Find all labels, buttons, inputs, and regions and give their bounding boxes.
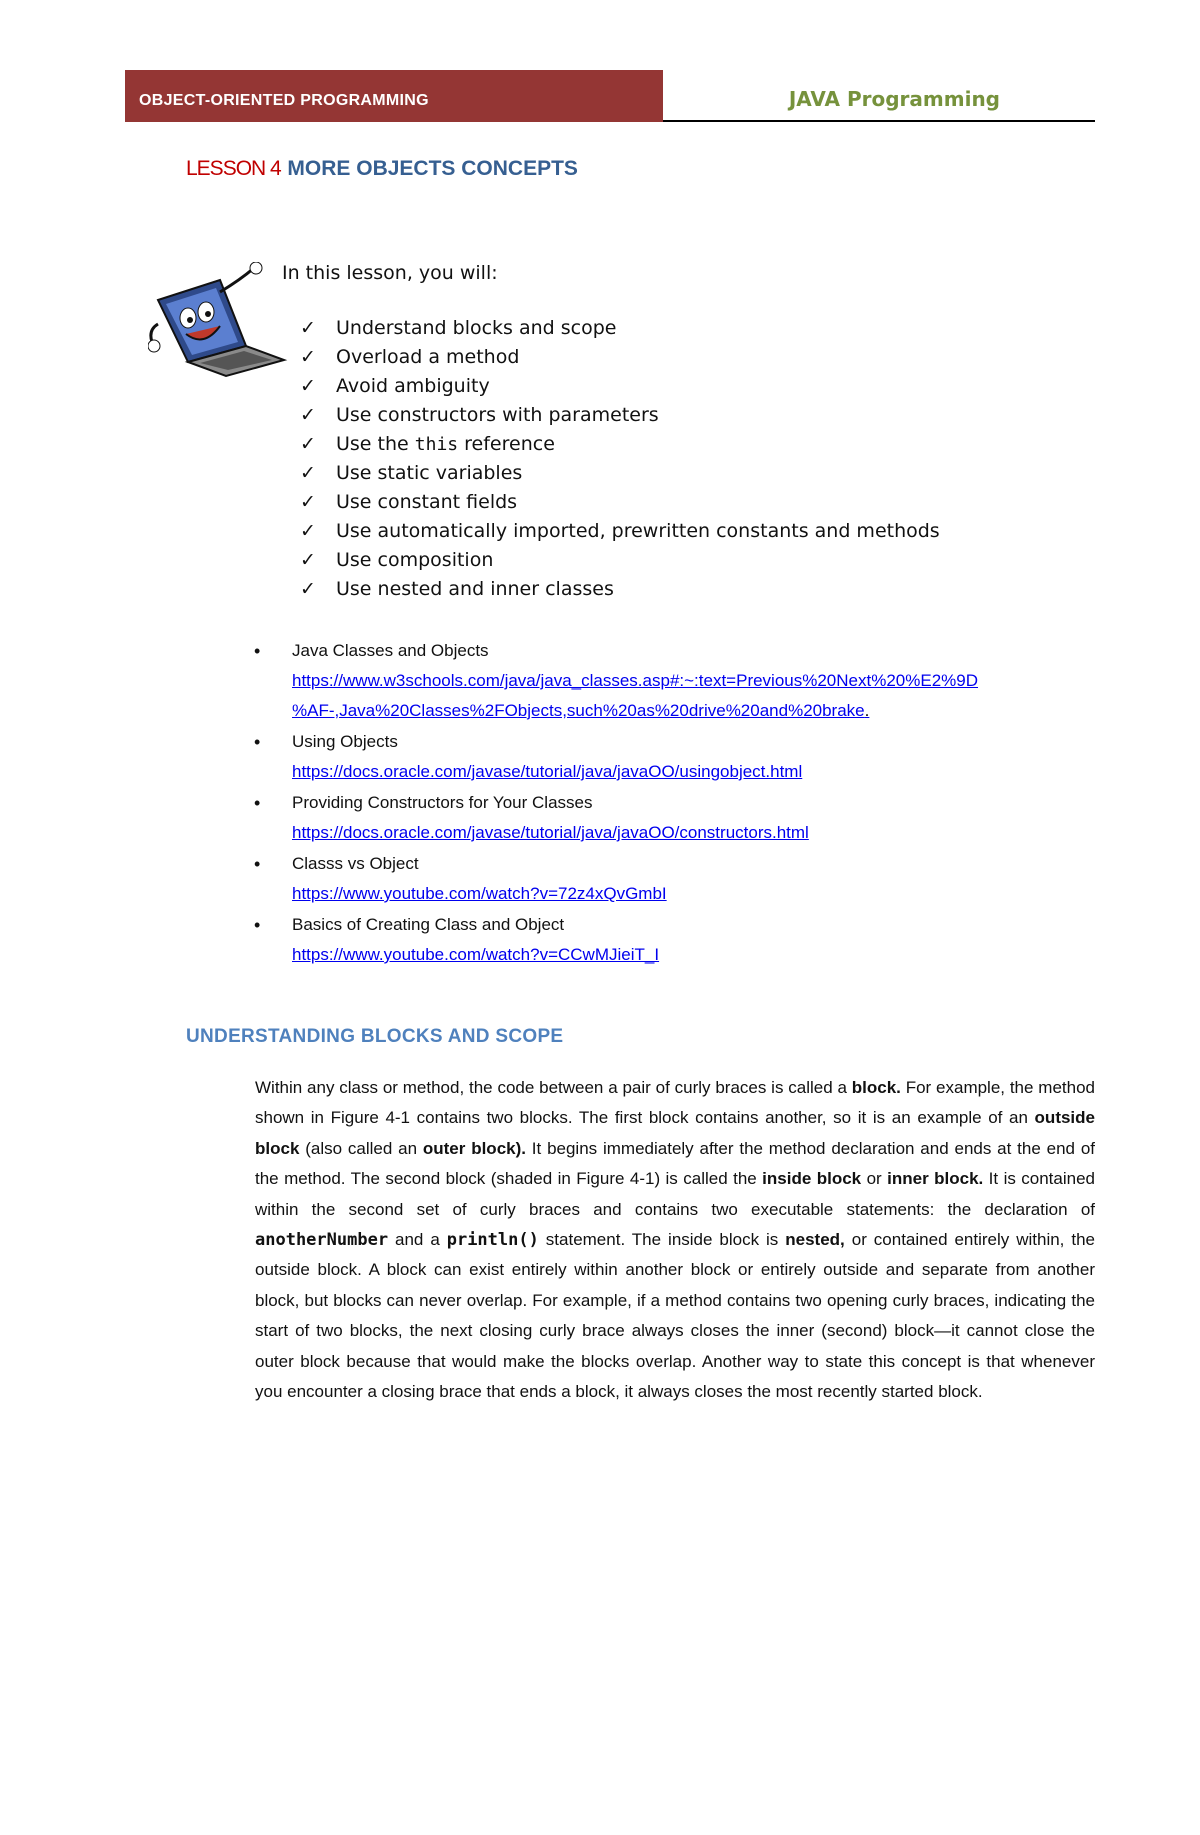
paragraph-text: statement. The inside block is <box>538 1230 786 1250</box>
resource-link[interactable]: https://docs.oracle.com/javase/tutorial/java/javaOO/usingobject.html <box>292 762 803 781</box>
objective-text: Use static variables <box>336 462 523 484</box>
header-rule <box>663 120 1095 122</box>
objective-text: Use constructors with parameters <box>336 404 659 426</box>
lesson-number: LESSON 4 <box>186 157 281 180</box>
bullet-icon: • <box>254 915 261 935</box>
checkmark-icon: ✓ <box>300 462 316 484</box>
resource-link-line1[interactable]: https://www.w3schools.com/java/java_classes.asp#:~:text=Previous%20Next%20%E2%9D <box>292 671 979 690</box>
resource-title: Java Classes and Objects <box>292 641 489 660</box>
objective-text: Use composition <box>336 549 494 571</box>
term-inside-block: inside block <box>762 1169 862 1189</box>
lesson-intro: In this lesson, you will: <box>282 262 498 284</box>
checkmark-icon: ✓ <box>300 375 316 397</box>
term-nested: nested, <box>785 1230 845 1250</box>
laptop-mascot-icon <box>148 262 288 380</box>
objective-text <box>336 433 555 455</box>
checkmark-icon: ✓ <box>300 549 316 571</box>
section-paragraph <box>255 1073 1095 1407</box>
lesson-name: MORE OBJECTS CONCEPTS <box>287 157 578 180</box>
header-course-label: OBJECT-ORIENTED PROGRAMMING <box>125 70 663 122</box>
code-another-number: anotherNumber <box>255 1230 389 1251</box>
checkmark-icon: ✓ <box>300 578 316 600</box>
objective-text: Use nested and inner classes <box>336 578 614 600</box>
checkmark-icon: ✓ <box>300 346 316 368</box>
paragraph-text: or <box>861 1169 888 1189</box>
resource-link[interactable]: https://www.youtube.com/watch?v=72z4xQvGmbI <box>292 884 667 903</box>
checkmark-icon: ✓ <box>300 404 316 426</box>
objective-text: Overload a method <box>336 346 520 368</box>
checkmark-icon: ✓ <box>300 520 316 542</box>
page-header <box>125 70 1095 122</box>
resource-link-line2[interactable]: %AF-,Java%20Classes%2FObjects,such%20as%20drive%20and%20brake <box>292 701 865 720</box>
resource-title: Classs vs Object <box>292 854 419 873</box>
code-keyword: this <box>414 434 459 455</box>
paragraph-text: It is contained within the second set of curly braces and contains two executable statements: the declaration of <box>255 1169 1096 1219</box>
resource-title: Providing Constructors for Your Classes <box>292 793 593 812</box>
resource-link[interactable] <box>292 666 978 726</box>
term-inner-block: inner block. <box>887 1169 984 1189</box>
link-period: . <box>864 701 870 720</box>
resource-title: Using Objects <box>292 732 398 751</box>
objective-prefix: Use the <box>336 433 415 455</box>
list-item <box>250 849 978 909</box>
paragraph-text: Within any class or method, the code between a pair of curly braces is called a <box>255 1078 852 1097</box>
list-item <box>250 788 978 848</box>
term-outside-block: outside block <box>255 1108 1095 1158</box>
objective-suffix: reference <box>458 433 555 455</box>
paragraph-text: For example, the method shown in Figure 4-1 contains two blocks. The first block contains another, so it is an example of an <box>255 1078 1095 1128</box>
list-item <box>250 727 978 787</box>
code-println: println() <box>446 1230 539 1251</box>
term-block: block. <box>851 1078 901 1097</box>
section-heading: UNDERSTANDING BLOCKS AND SCOPE <box>186 1026 564 1047</box>
resource-list <box>250 636 978 971</box>
bullet-icon: • <box>254 641 261 661</box>
checkmark-icon: ✓ <box>300 491 316 513</box>
term-outer-block: outer block). <box>422 1138 526 1158</box>
list-item <box>250 910 978 970</box>
list-item <box>250 636 978 726</box>
bullet-icon: • <box>254 732 261 752</box>
objective-text: Avoid ambiguity <box>336 375 490 397</box>
objective-text: Use automatically imported, prewritten constants and methods <box>336 520 940 542</box>
paragraph-text: or contained entirely within, the outside block. A block can exist entirely within another block or entirely outside and separate from another block, but blocks can never overlap. For example, if a method contains two opening curly braces, indicating the start of two blocks, the next closing curly brace always closes the inner (second) block—it cannot close the outer block because that would make the blocks overlap. Another way to state this concept is that whenever you encounter a closing brace that ends a block, it always closes the most recently started block. <box>255 1230 1095 1402</box>
bullet-icon: • <box>254 793 261 813</box>
resource-title: Basics of Creating Class and Object <box>292 915 565 934</box>
objective-text: Use constant fields <box>336 491 518 513</box>
checkmark-icon: ✓ <box>300 317 316 339</box>
resource-link[interactable]: https://www.youtube.com/watch?v=CCwMJieiT_I <box>292 945 660 964</box>
header-subject-label: JAVA Programming <box>788 87 1000 111</box>
lesson-title <box>186 156 578 181</box>
checkmark-icon: ✓ <box>300 433 316 455</box>
objective-text: Understand blocks and scope <box>336 317 617 339</box>
paragraph-text: It begins immediately after the method declaration and ends at the end of the method. The second block (shaded in Figure 4-1) is called the <box>255 1138 1095 1189</box>
resource-link[interactable]: https://docs.oracle.com/javase/tutorial/java/javaOO/constructors.html <box>292 823 809 842</box>
bullet-icon: • <box>254 854 261 874</box>
paragraph-text: and a <box>388 1230 447 1250</box>
paragraph-text: (also called an <box>299 1138 423 1158</box>
